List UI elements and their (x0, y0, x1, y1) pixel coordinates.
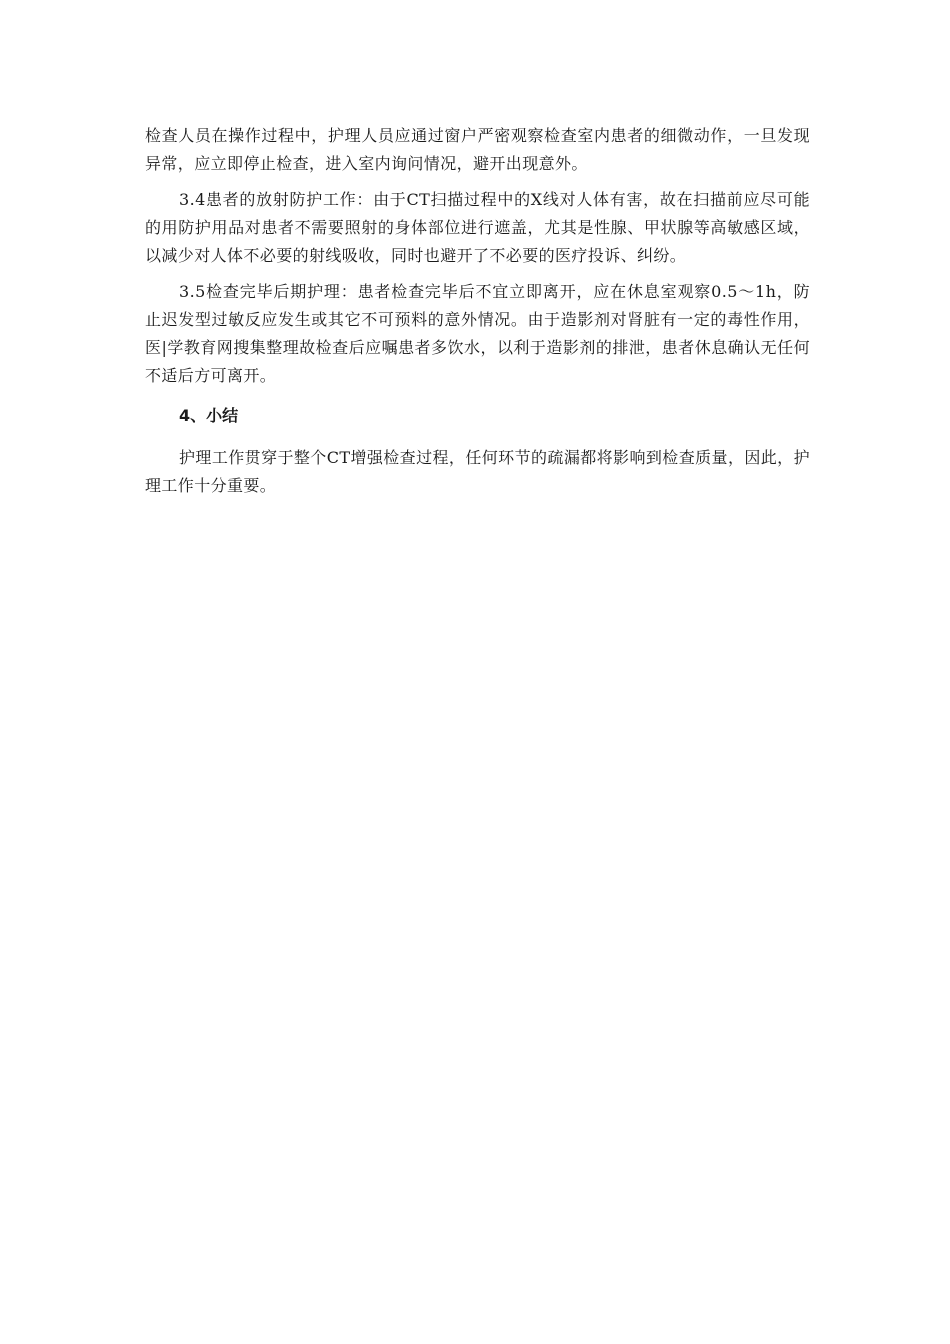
paragraph-radiation-protection: 3.4患者的放射防护工作：由于CT扫描过程中的X线对人体有害，故在扫描前应尽可能的用防护用品对患者不需要照射的身体部位进行遮盖，尤其是性腺、甲状腺等高敏感区域，以减少对人体不必要的射线吸收，同时也避开了不必要的医疗投诉、纠纷。 (145, 190, 810, 265)
paragraph-summary: 护理工作贯穿于整个CT增强检查过程，任何环节的疏漏都将影响到检查质量，因此，护理工作十分重要。 (145, 448, 810, 495)
paragraph-post-exam-care: 3.5检查完毕后期护理：患者检查完毕后不宜立即离开，应在休息室观察0.5～1h，防止迟发型过敏反应发生或其它不可预料的意外情况。由于造影剂对肾脏有一定的毒性作用，医|学教育网搜集整理故检查后应嘱患者多饮水，以利于造影剂的排泄，患者休息确认无任何不适后方可离开。 (145, 282, 810, 385)
paragraph-observation: 检查人员在操作过程中，护理人员应通过窗户严密观察检查室内患者的细微动作，一旦发现异常，应立即停止检查，进入室内询问情况，避开出现意外。 (145, 126, 810, 173)
document-body (145, 122, 810, 500)
section-heading-summary: 4、小结 (179, 406, 239, 425)
